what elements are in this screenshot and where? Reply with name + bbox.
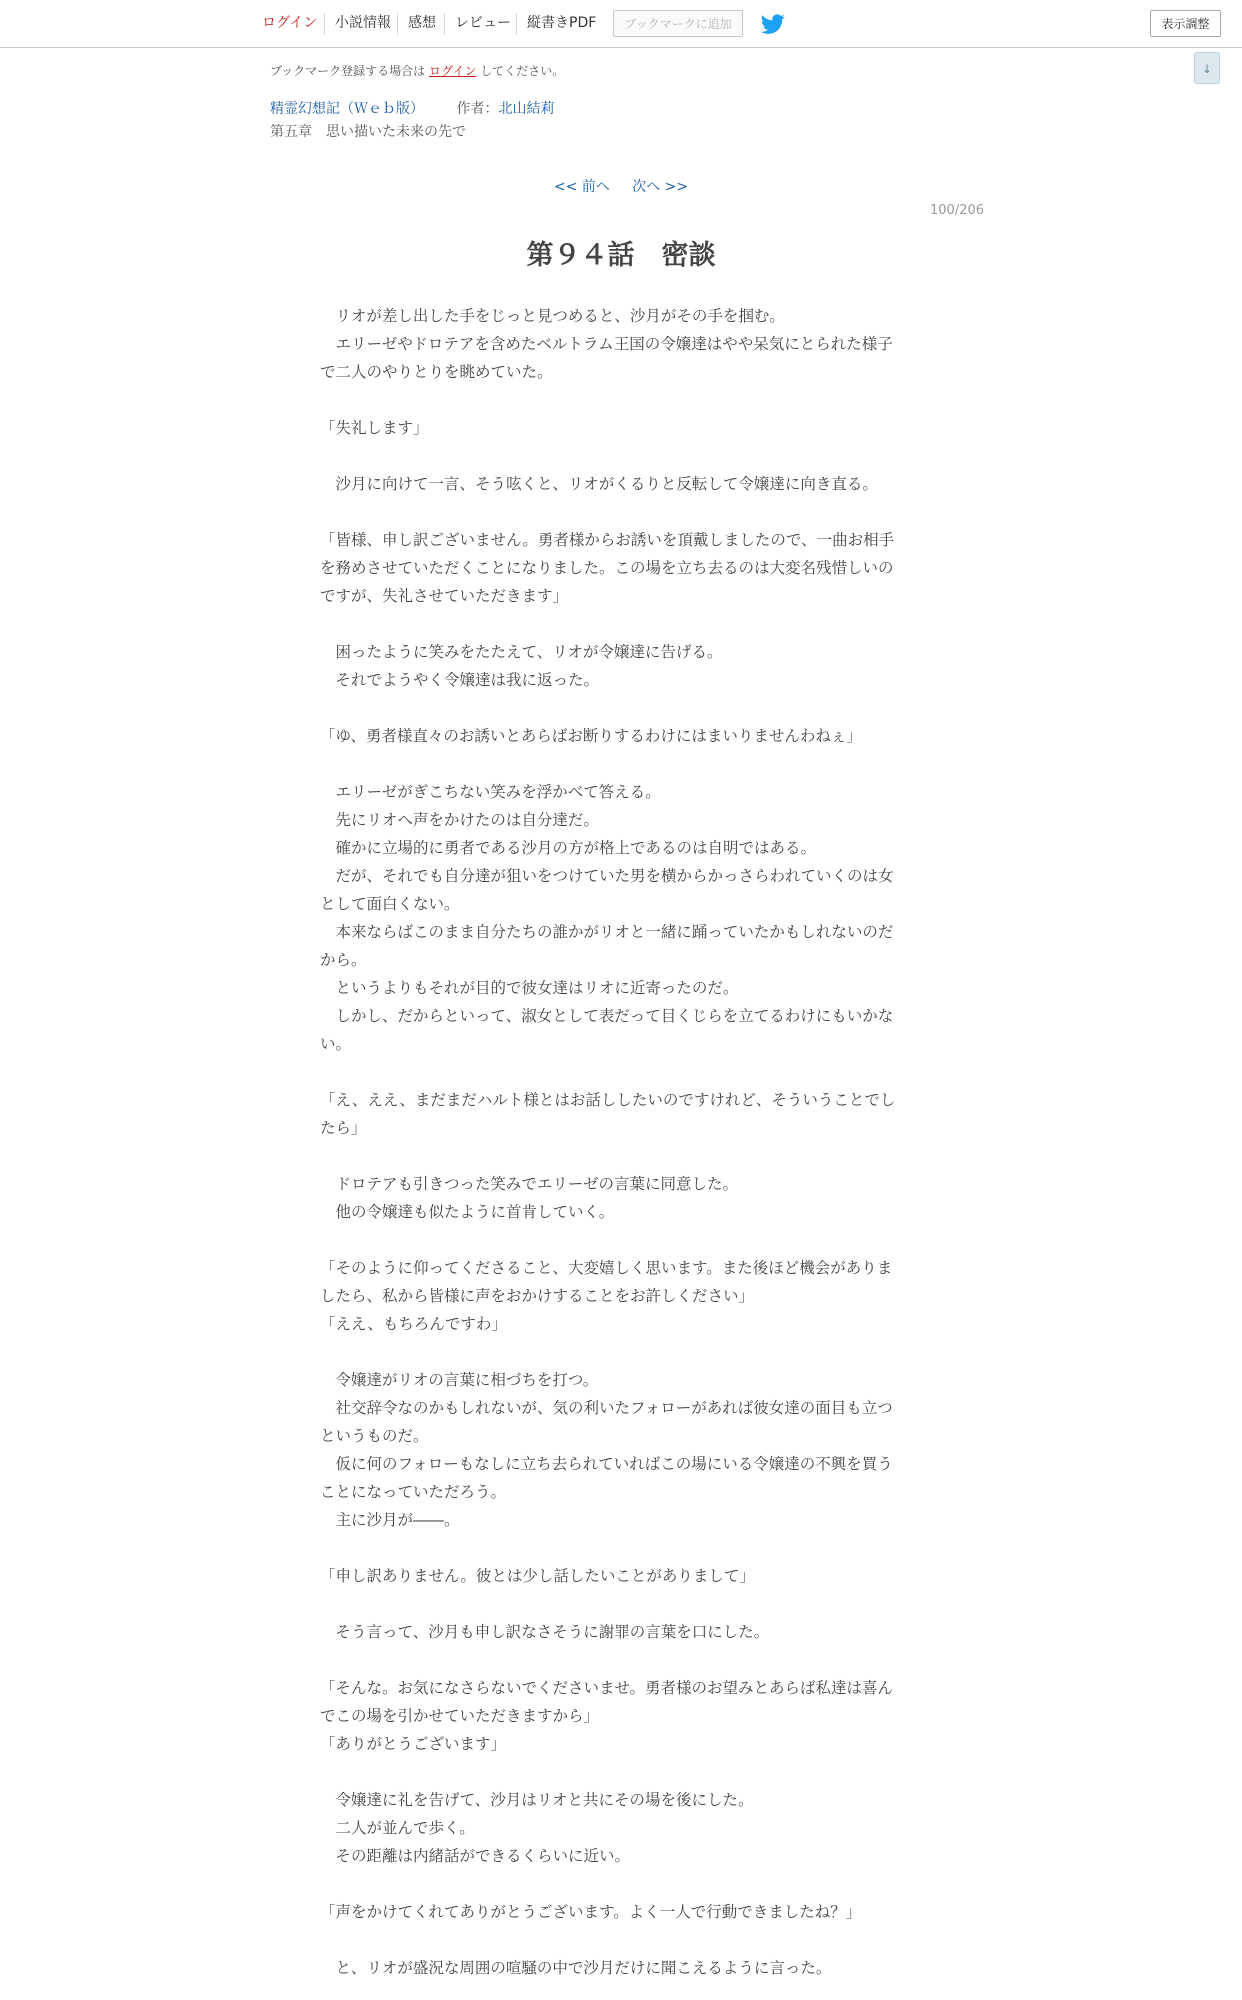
body-line: い。: [320, 1035, 352, 1053]
body-line: 社交辞令なのかもしれないが、気の利いたフォローがあれば彼女達の面目も立つ: [320, 1399, 893, 1417]
episode-pager: [0, 176, 1242, 196]
body-line: [320, 1758, 918, 1786]
body-line: [320, 498, 918, 526]
chapter-title: 第五章 思い描いた未来の先で: [270, 124, 466, 140]
body-line: [320, 386, 918, 414]
body-line: [320, 694, 918, 722]
body-line: 「声をかけてくれてありがとうございます。よく一人で行動できましたね？」: [320, 1903, 862, 1921]
body-line: エリーゼやドロテアを含めたベルトラム王国の令嬢達はやや呆気にとられた様子: [320, 335, 893, 353]
review-link[interactable]: レビュー: [455, 15, 511, 31]
novel-info-link[interactable]: 小説情報: [335, 15, 391, 31]
bookmark-notice-suffix: してください。: [480, 64, 565, 78]
body-line: [320, 1870, 918, 1898]
body-line: したら、私から皆様に声をおかけすることをお許しください」: [320, 1287, 755, 1305]
top-navigation-bar: [0, 0, 1242, 48]
body-line: [320, 1142, 918, 1170]
body-line: 二人が並んで歩く。: [320, 1819, 475, 1837]
body-line: エリーゼがぎこちない笑みを浮かべて答える。: [320, 783, 661, 801]
body-line: [320, 610, 918, 638]
body-line: リオが差し出した手をじっと見つめると、沙月がその手を掴む。: [320, 307, 785, 325]
body-line: 本来ならばこのまま自分たちの誰かがリオと一緒に踊っていたかもしれないのだ: [320, 923, 894, 941]
body-line: 「ありがとうございます」: [320, 1735, 507, 1753]
next-episode-link[interactable]: 次へ >>: [632, 179, 689, 195]
bookmark-notice: [270, 62, 564, 79]
body-line: 「失礼します」: [320, 419, 429, 437]
body-line: を務めさせていただくことになりました。この場を立ち去るのは大変名残惜しいの: [320, 559, 894, 577]
body-line: ドロテアも引きつった笑みでエリーゼの言葉に同意した。: [320, 1175, 739, 1193]
nav-divider: [324, 13, 325, 35]
body-line: その距離は内緒話ができるくらいに近い。: [320, 1847, 631, 1865]
body-line: 「そんな。お気になさらないでくださいませ。勇者様のお望みとあらば私達は喜ん: [320, 1679, 894, 1697]
novel-header: [270, 98, 554, 118]
body-line: でこの場を引かせていただきますから」: [320, 1707, 600, 1725]
body-line: [320, 442, 918, 470]
body-line: 他の令嬢達も似たように首肯していく。: [320, 1203, 615, 1221]
body-line: というよりもそれが目的で彼女達はリオに近寄ったのだ。: [320, 979, 739, 997]
body-line: 仮に何のフォローもなしに立ち去られていればこの場にいる令嬢達の不興を買う: [320, 1455, 893, 1473]
body-line: 確かに立場的に勇者である沙月の方が格上であるのは自明ではある。: [320, 839, 817, 857]
add-bookmark-button[interactable]: ブックマークに追加: [613, 10, 743, 37]
author-link[interactable]: 北山結莉: [498, 101, 555, 117]
body-line: 令嬢達がリオの言葉に相づちを打つ。: [320, 1371, 599, 1389]
nav-divider: [444, 13, 445, 35]
body-line: として面白くない。: [320, 895, 460, 913]
body-line: それでようやく令嬢達は我に返った。: [320, 671, 600, 689]
bookmark-notice-prefix: ブックマーク登録する場合は: [270, 64, 426, 78]
body-line: 主に沙月が――。: [320, 1511, 460, 1529]
body-line: しかし、だからといって、淑女として表だって目くじらを立てるわけにもいかな: [320, 1007, 894, 1025]
episode-title: 第９４話 密談: [526, 240, 716, 271]
body-line: 「申し訳ありません。彼とは少し話したいことがありまして」: [320, 1567, 755, 1585]
body-line: 先にリオへ声をかけたのは自分達だ。: [320, 811, 599, 829]
body-line: で二人のやりとりを眺めていた。: [320, 363, 553, 381]
body-line: というものだ。: [320, 1427, 429, 1445]
body-line: 令嬢達に礼を告げて、沙月はリオと共にその場を後にした。: [320, 1791, 754, 1809]
body-line: 「皆様、申し訳ございません。勇者様からお誘いを頂戴しましたので、一曲お相手: [320, 531, 895, 549]
prev-episode-link[interactable]: << 前へ: [553, 179, 610, 195]
body-line: [320, 1058, 918, 1086]
body-line: 「え、ええ、まだまだハルト様とはお話ししたいのですけれど、そういうことでし: [320, 1091, 896, 1109]
body-line: 「そのように仰ってくださること、大変嬉しく思います。また後ほど機会がありま: [320, 1259, 893, 1277]
body-line: [320, 750, 918, 778]
body-line: ですが、失礼させていただきます」: [320, 587, 569, 605]
novel-body: [320, 302, 918, 1982]
body-line: と、リオが盛況な周囲の喧騒の中で沙月だけに聞こえるように言った。: [320, 1959, 832, 1977]
body-line: たら」: [320, 1119, 367, 1137]
body-line: 困ったように笑みをたたえて、リオが令嬢達に告げる。: [320, 643, 723, 661]
body-line: ことになっていただろう。: [320, 1483, 507, 1501]
body-line: [320, 1590, 918, 1618]
body-line: [320, 1926, 918, 1954]
impression-link[interactable]: 感想: [408, 15, 436, 31]
display-settings-button[interactable]: 表示調整: [1150, 10, 1221, 37]
body-line: そう言って、沙月も申し訳なさそうに謝罪の言葉を口にした。: [320, 1623, 770, 1641]
nav-divider: [516, 13, 517, 35]
body-line: だが、それでも自分達が狙いをつけていた男を横からかっさらわれていくのは女: [320, 867, 894, 885]
bookmark-login-link[interactable]: ログイン: [429, 64, 477, 78]
author-label: 作者：: [456, 101, 499, 117]
body-line: 「ゆ、勇者様直々のお誘いとあらばお断りするわけにはまいりませんわねぇ」: [320, 727, 862, 745]
body-line: [320, 1338, 918, 1366]
scroll-down-button[interactable]: ↓: [1194, 52, 1220, 84]
body-line: [320, 1226, 918, 1254]
novel-title-link[interactable]: 精霊幻想記（Ｗｅｂ版）: [270, 101, 424, 117]
nav-divider: [397, 13, 398, 35]
body-line: [320, 1534, 918, 1562]
login-link[interactable]: ログイン: [262, 15, 318, 31]
twitter-icon[interactable]: [760, 12, 786, 36]
body-line: 沙月に向けて一言、そう呟くと、リオがくるりと反転して令嬢達に向き直る。: [320, 475, 878, 493]
body-line: から。: [320, 951, 367, 969]
body-line: [320, 1646, 918, 1674]
vertical-pdf-link[interactable]: 縦書きPDF: [527, 15, 597, 31]
body-line: 「ええ、もちろんですわ」: [320, 1315, 507, 1333]
episode-count: 100/206: [930, 203, 985, 218]
